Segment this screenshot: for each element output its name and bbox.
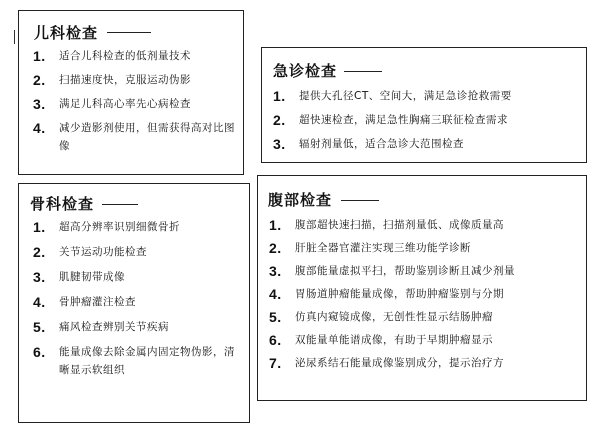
- item-text: 适合儿科检查的低剂量技术: [59, 50, 191, 62]
- section-title: 儿科检查: [34, 24, 99, 42]
- list-item: [273, 111, 583, 129]
- item-text: 能量成像去除金属内固定物伪影，清晰显示软组织: [59, 346, 235, 376]
- item-number: 4.: [269, 286, 282, 302]
- title-rule: [102, 204, 138, 205]
- section-pediatrics: [18, 10, 244, 175]
- list-item: [269, 331, 585, 349]
- item-number: 2.: [273, 112, 286, 128]
- item-text: 仿真内窥镜成像，无创性性显示结肠肿瘤: [295, 311, 493, 323]
- item-number: 1.: [33, 219, 46, 235]
- item-text: 泌尿系结石能量成像鉴别成分，提示治疗方: [295, 357, 504, 369]
- item-text: 骨肿瘤灌注检查: [59, 296, 136, 308]
- item-text: 腹部能量虚拟平扫，帮助鉴别诊断且减少剂量: [295, 265, 515, 277]
- list-item: [269, 216, 585, 234]
- item-text: 超快速检查，满足急性胸痛三联征检查需求: [299, 114, 508, 126]
- list-item: [33, 119, 238, 155]
- item-number: 3.: [33, 269, 46, 285]
- item-list: [269, 216, 585, 377]
- list-item: [33, 243, 245, 261]
- list-item: [33, 343, 245, 379]
- item-number: 3.: [33, 96, 46, 112]
- title-rule: [341, 200, 379, 201]
- list-item: [269, 262, 585, 280]
- item-list: [33, 47, 238, 161]
- section-title: 腹部检查: [268, 191, 333, 209]
- list-item: [33, 293, 245, 311]
- section-abdomen: [257, 175, 587, 401]
- item-text: 胃肠道肿瘤能量成像，帮助肿瘤鉴别与分期: [295, 288, 504, 300]
- item-number: 1.: [273, 88, 286, 104]
- item-text: 超高分辨率识别细微骨折: [59, 221, 180, 233]
- item-number: 2.: [33, 72, 46, 88]
- list-item: [269, 239, 585, 257]
- item-list: [33, 218, 245, 386]
- item-number: 4.: [33, 294, 46, 310]
- item-number: 7.: [269, 355, 282, 371]
- item-number: 5.: [33, 319, 46, 335]
- item-number: 2.: [269, 240, 282, 256]
- list-item: [269, 285, 585, 303]
- item-text: 提供大孔径CT、空间大，满足急诊抢救需要: [299, 90, 512, 102]
- list-item: [33, 95, 238, 113]
- item-number: 2.: [33, 244, 46, 260]
- item-number: 4.: [33, 120, 46, 136]
- list-item: [33, 318, 245, 336]
- list-item: [33, 268, 245, 286]
- section-title: 骨科检查: [30, 195, 95, 213]
- item-text: 扫描速度快，克服运动伪影: [59, 74, 191, 86]
- item-text: 痛风检查辨别关节疾病: [59, 321, 169, 333]
- item-number: 1.: [33, 48, 46, 64]
- title-rule: [107, 32, 151, 33]
- list-item: [273, 135, 583, 153]
- item-text: 双能量单能谱成像，有助于早期肿瘤显示: [295, 334, 493, 346]
- item-number: 5.: [269, 309, 282, 325]
- list-item: [33, 47, 238, 65]
- item-text: 辐射剂量低，适合急诊大范围检查: [299, 138, 464, 150]
- item-number: 3.: [269, 263, 282, 279]
- section-title: 急诊检查: [273, 62, 338, 80]
- item-number: 1.: [269, 217, 282, 233]
- section-emergency: [261, 47, 587, 163]
- item-number: 6.: [33, 344, 46, 360]
- item-text: 腹部超快速扫描，扫描剂量低、成像质量高: [295, 219, 504, 231]
- item-number: 6.: [269, 332, 282, 348]
- item-text: 减少造影剂使用，但需获得高对比图像: [59, 122, 235, 152]
- item-text: 关节运动功能检查: [59, 246, 147, 258]
- text-cursor-mark: [14, 30, 15, 44]
- list-item: [269, 308, 585, 326]
- list-item: [33, 71, 238, 89]
- item-list: [273, 87, 583, 159]
- list-item: [273, 87, 583, 105]
- list-item: [269, 354, 585, 372]
- section-orthopedics: [18, 183, 250, 423]
- title-rule: [344, 71, 382, 72]
- item-number: 3.: [273, 136, 286, 152]
- item-text: 肝脏全器官灌注实现三维功能学诊断: [295, 242, 471, 254]
- item-text: 肌腱韧带成像: [59, 271, 125, 283]
- item-text: 满足儿科高心率先心病检查: [59, 98, 191, 110]
- list-item: [33, 218, 245, 236]
